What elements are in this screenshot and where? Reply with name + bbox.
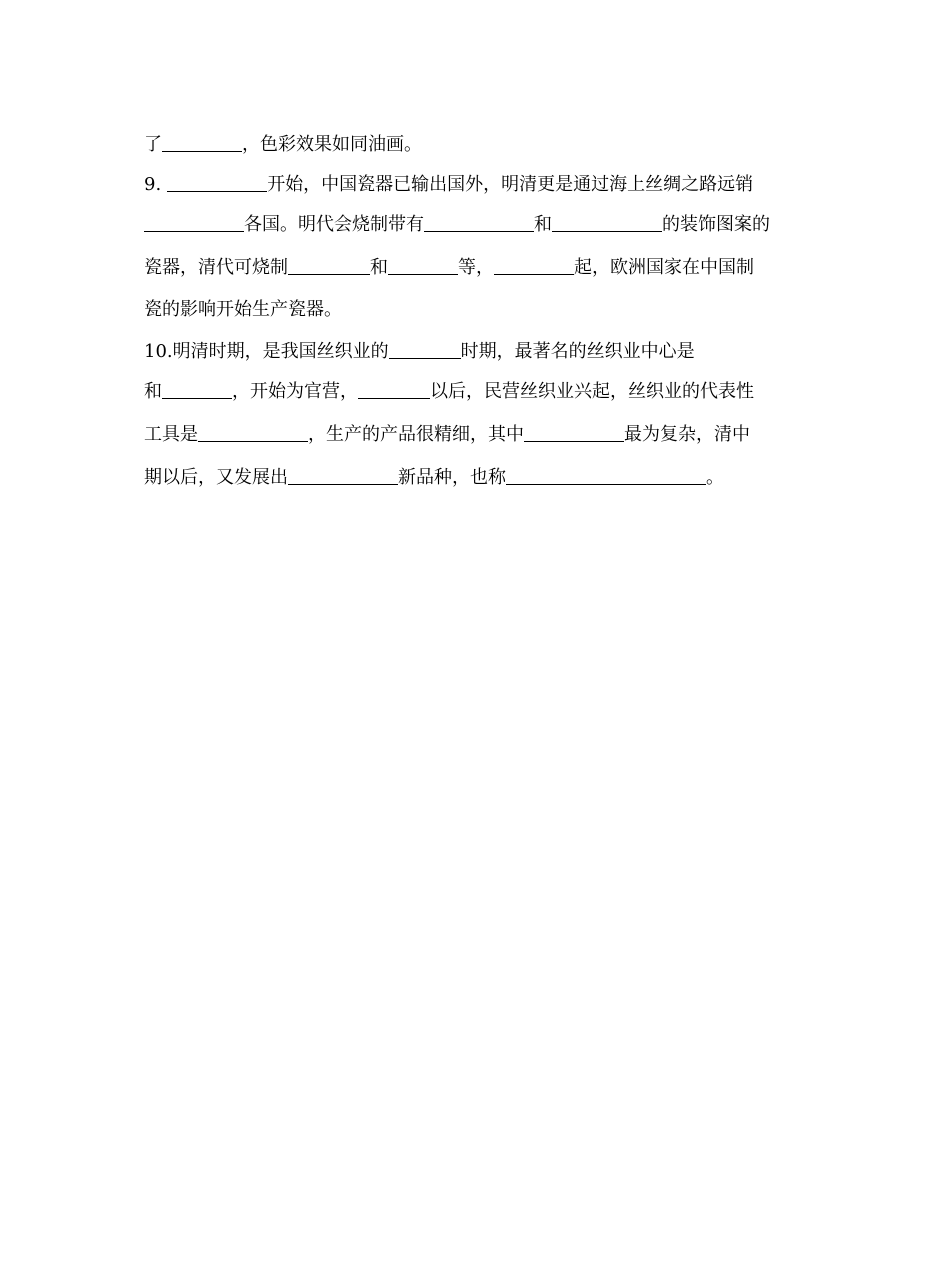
answer-blank[interactable] [424, 213, 534, 232]
q10-text: 工具是 [144, 424, 198, 445]
question-number: 10. [144, 341, 173, 362]
q9-text: 起，欧洲国家在中国制 [574, 257, 754, 278]
q10-line-1 [144, 340, 814, 364]
q9-text: 瓷的影响开始生产瓷器。 [144, 299, 342, 320]
q10-text: 时期，最著名的丝织业中心是 [460, 341, 695, 362]
q8-line-1 [144, 133, 814, 157]
answer-blank[interactable] [552, 213, 662, 232]
answer-blank[interactable] [162, 380, 232, 399]
q10-text: 和 [144, 381, 162, 402]
q10-text: ，生产的产品很精细，其中 [308, 424, 524, 445]
answer-blank[interactable] [162, 133, 242, 152]
q10-text: 新品种，也称 [398, 467, 506, 488]
answer-blank[interactable] [389, 340, 461, 359]
q9-text: 和 [370, 257, 388, 278]
q10-text: 明清时期，是我国丝织业的 [172, 341, 389, 362]
q10-line-2 [144, 380, 814, 404]
q9-text: 等， [458, 257, 494, 278]
answer-blank[interactable] [524, 423, 624, 442]
answer-blank[interactable] [288, 466, 398, 485]
answer-blank[interactable] [198, 423, 308, 442]
q9-text: 瓷器，清代可烧制 [144, 257, 288, 278]
q10-text: 最为复杂，清中 [624, 424, 750, 445]
answer-blank[interactable] [506, 466, 706, 485]
q8-text: ，色彩效果如同油画。 [242, 134, 422, 155]
q9-line-4 [144, 298, 814, 322]
q9-text: 的装饰图案的 [662, 214, 770, 235]
q8-text: 了 [144, 134, 162, 155]
q9-text: 和 [534, 214, 552, 235]
answer-blank[interactable] [494, 256, 574, 275]
q10-text: 期以后，又发展出 [144, 467, 288, 488]
answer-blank[interactable] [288, 256, 370, 275]
q10-line-3 [144, 423, 814, 447]
question-number: 9. [144, 174, 162, 195]
q9-line-3 [144, 256, 814, 280]
q9-line-2 [144, 213, 814, 237]
q10-text: ，开始为官营， [232, 381, 358, 402]
q10-text: 以后，民营丝织业兴起，丝织业的代表性 [430, 381, 754, 402]
answer-blank[interactable] [388, 256, 458, 275]
q9-line-1 [144, 173, 814, 197]
answer-blank[interactable] [167, 173, 267, 192]
q10-line-4 [144, 466, 814, 490]
q9-text: 各国。明代会烧制带有 [244, 214, 424, 235]
answer-blank[interactable] [144, 213, 244, 232]
answer-blank[interactable] [358, 380, 430, 399]
q9-text: 开始，中国瓷器已输出国外，明清更是通过海上丝绸之路远销 [267, 174, 754, 195]
q10-text: 。 [706, 467, 724, 488]
